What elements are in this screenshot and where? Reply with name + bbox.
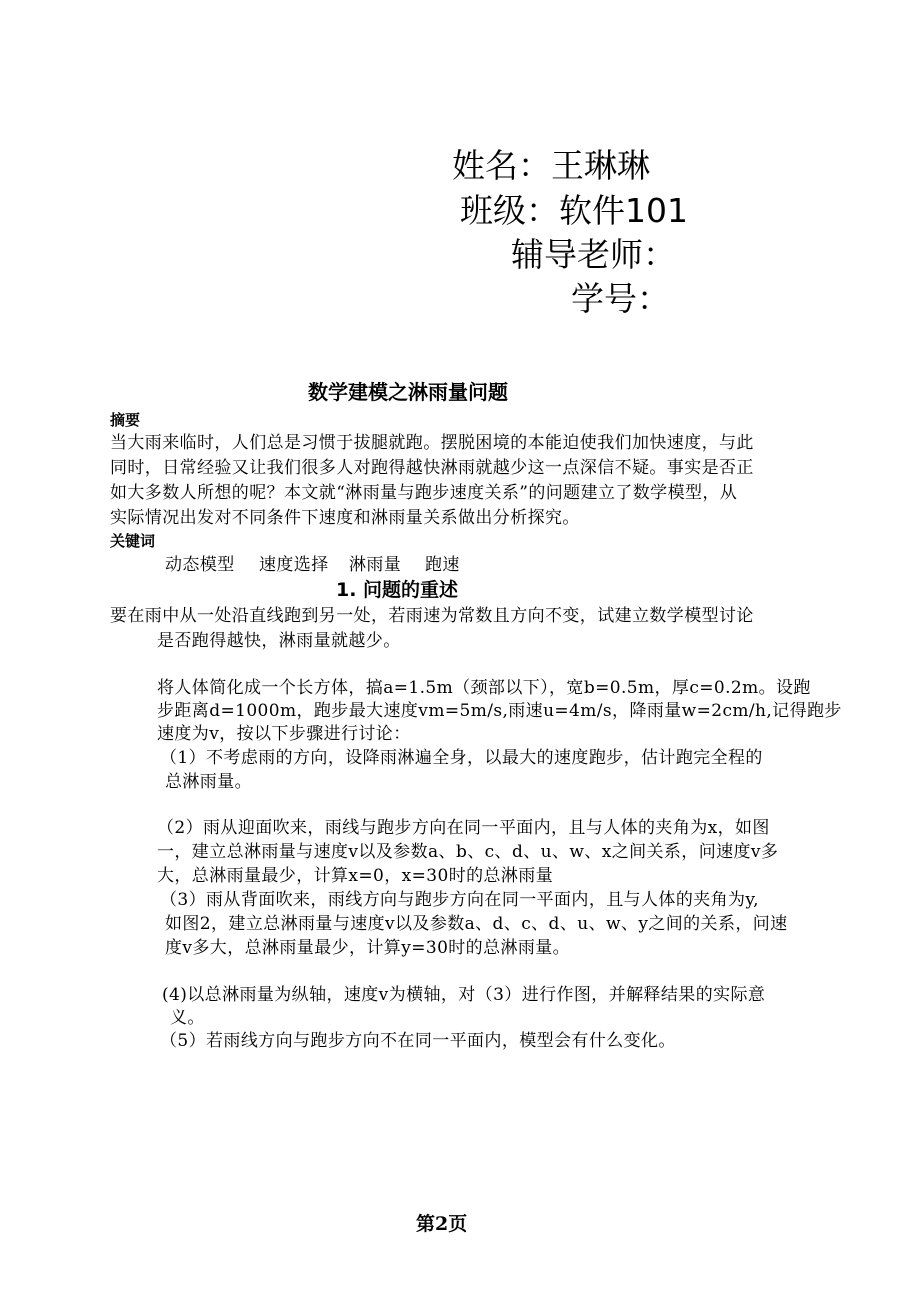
setup-line: 速度为v，按以下步骤进行讨论：	[157, 724, 411, 744]
question-4-line: (4)以总淋雨量为纵轴，速度v为横轴，对（3）进行作图，并解释结果的实际意	[162, 985, 766, 1005]
abstract-line: 同时，日常经验又让我们很多人对跑得越快淋雨就越少这一点深信不疑。事实是否正	[110, 458, 754, 478]
intro-line: 是否跑得越快，淋雨量就越少。	[157, 631, 401, 651]
setup-line: 将人体简化成一个长方体，搞a=1.5m（颈部以下），宽b=0.5m，厚c=0.2m。设跑	[157, 678, 811, 698]
cover-name: 姓名：王琳琳	[452, 146, 650, 185]
question-1-line: （1）不考虑雨的方向，设降雨淋遍全身，以最大的速度跑步，估计跑完全程的	[160, 748, 763, 768]
keyword-item: 速度选择	[259, 555, 329, 575]
keyword-item: 动态模型	[165, 555, 235, 575]
question-2-line: 一，建立总淋雨量与速度v以及参数a、b、c、d、u、w、x之间关系，问速度v多	[157, 842, 779, 862]
keyword-item: 跑速	[425, 555, 460, 575]
question-5-line: （5）若雨线方向与跑步方向不在同一平面内，模型会有什么变化。	[160, 1031, 676, 1051]
abstract-line: 如大多数人所想的呢？本文就“淋雨量与跑步速度关系”的问题建立了数学模型，从	[110, 483, 738, 503]
question-1-line: 总淋雨量。	[165, 772, 252, 792]
question-2-line: （2）雨从迎面吹来，雨线与跑步方向在同一平面内，且与人体的夹角为x，如图	[157, 818, 770, 838]
page-title: 数学建模之淋雨量问题	[308, 380, 508, 404]
question-3-line: 如图2，建立总淋雨量与速度v以及参数a、d、c、d、u、w、y之间的关系，问速	[165, 914, 788, 934]
abstract-line: 当大雨来临时，人们总是习惯于拔腿就跑。摆脱困境的本能迫使我们加快速度，与此	[110, 433, 754, 453]
intro-line: 要在雨中从一处沿直线跑到另一处，若雨速为常数且方向不变，试建立数学模型讨论	[110, 606, 754, 626]
cover-student-id: 学号：	[571, 279, 670, 318]
keywords-heading: 关键词	[110, 532, 156, 550]
cover-advisor: 辅导老师：	[511, 235, 676, 274]
section-heading: 1. 问题的重述	[336, 579, 459, 601]
page-number: 第2页	[416, 1213, 468, 1235]
question-2-line: 大，总淋雨量最少，计算x=0，x=30时的总淋雨量	[157, 866, 554, 886]
abstract-heading: 摘要	[110, 411, 141, 429]
cover-class: 班级：软件101	[460, 191, 688, 230]
keyword-item: 淋雨量	[349, 555, 402, 575]
abstract-line: 实际情况出发对不同条件下速度和淋雨量关系做出分析探究。	[110, 508, 580, 528]
question-4-line: 义。	[170, 1008, 205, 1028]
question-3-line: （3）雨从背面吹来，雨线方向与跑步方向在同一平面内，且与人体的夹角为y,	[160, 890, 759, 910]
setup-line: 步距离d=1000m，跑步最大速度vm=5m/s,雨速u=4m/s，降雨量w=2cm/h,记得跑步	[157, 701, 842, 721]
question-3-line: 度v多大，总淋雨量最少，计算y=30时的总淋雨量。	[165, 938, 571, 958]
